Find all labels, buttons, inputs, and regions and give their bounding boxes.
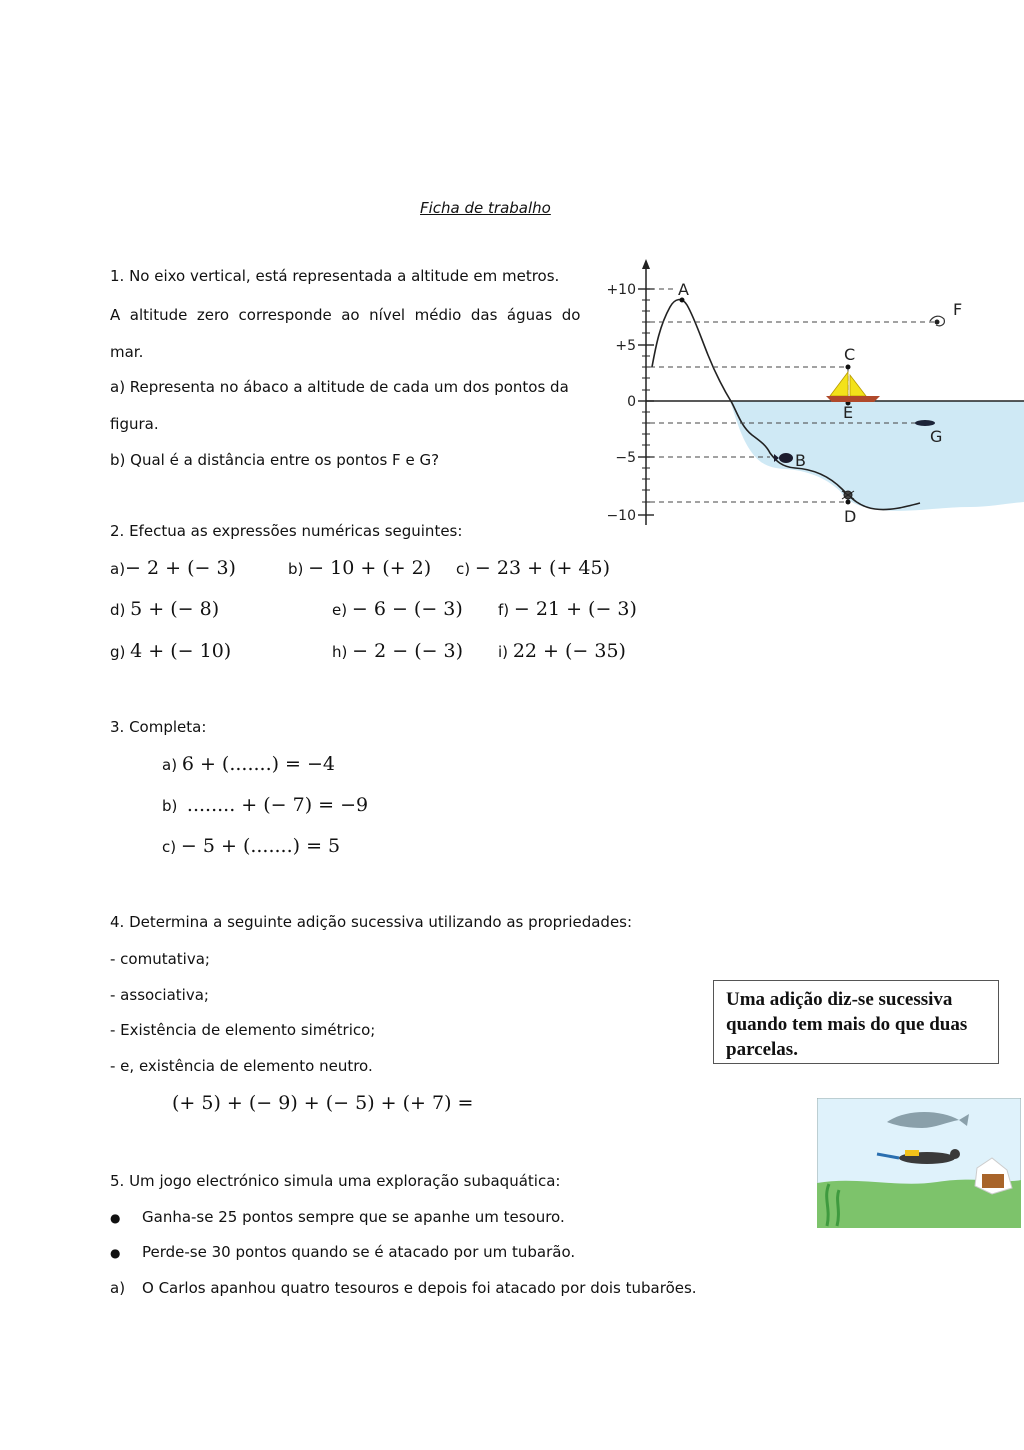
axis-arrow-icon xyxy=(642,259,650,269)
q3-item-b xyxy=(162,794,368,816)
item-expression: − 10 + (+ 2) xyxy=(308,557,432,579)
bullet-text: Ganha-se 25 pontos sempre que se apanhe um tesouro. xyxy=(142,1208,565,1226)
point-label-g: G xyxy=(930,427,943,446)
item-label: g) xyxy=(110,643,126,661)
sailboat-icon xyxy=(826,372,880,402)
shark-icon xyxy=(915,420,935,426)
item-label: i) xyxy=(498,643,509,661)
q5-intro: 5. Um jogo electrónico simula uma exploração subaquática: xyxy=(110,1172,561,1190)
item-label: a) xyxy=(110,1279,126,1297)
item-expression: ........ + (− 7) = −9 xyxy=(186,794,369,816)
q2-item-d xyxy=(110,598,219,620)
q1-line-3: mar. xyxy=(110,343,144,361)
item-label: c) xyxy=(456,560,471,578)
bullet-icon: ● xyxy=(110,1211,121,1225)
q1-b: b) Qual é a distância entre os pontos F e G? xyxy=(110,451,440,469)
q4-prop: - comutativa; xyxy=(110,950,210,968)
definition-note: Uma adição diz-se sucessiva quando tem mais do que duas parcelas. xyxy=(713,980,999,1064)
tick-label: −5 xyxy=(615,450,636,466)
item-label: b) xyxy=(162,797,178,815)
item-expression: − 6 − (− 3) xyxy=(351,598,463,620)
q4-intro: 4. Determina a seguinte adição sucessiva utilizando as propriedades: xyxy=(110,913,633,931)
item-expression: 22 + (− 35) xyxy=(512,640,626,662)
item-expression: − 21 + (− 3) xyxy=(513,598,637,620)
q5-a xyxy=(110,1279,697,1297)
q1-line-2: A altitude zero corresponde ao nível médio das águas do xyxy=(110,306,581,324)
item-label: a) xyxy=(162,756,178,774)
tick-label: +10 xyxy=(606,282,636,298)
q2-item-g xyxy=(110,640,231,662)
q2-item-b xyxy=(288,557,431,579)
q4-expression: (+ 5) + (− 9) + (− 5) + (+ 7) = xyxy=(172,1092,474,1114)
altitude-figure xyxy=(590,255,1024,530)
q2-intro: 2. Efectua as expressões numéricas seguintes: xyxy=(110,522,463,540)
q2-item-h xyxy=(332,640,463,662)
point-c xyxy=(846,365,851,370)
item-expression: 6 + (.......) = −4 xyxy=(181,753,336,775)
item-expression: − 23 + (+ 45) xyxy=(474,557,610,579)
item-label: d) xyxy=(110,601,126,619)
item-label: f) xyxy=(498,601,510,619)
item-label: h) xyxy=(332,643,348,661)
crab-icon xyxy=(842,491,854,499)
q2-item-c xyxy=(456,557,610,579)
item-expression: 4 + (− 10) xyxy=(130,640,232,662)
q1-a-line-2: figura. xyxy=(110,415,159,433)
q2-item-i xyxy=(498,640,626,662)
tick-label: 0 xyxy=(627,394,636,410)
item-expression: 5 + (− 8) xyxy=(130,598,220,620)
q4-prop: - Existência de elemento simétrico; xyxy=(110,1021,376,1039)
point-label-f: F xyxy=(953,300,963,319)
q5-bullet xyxy=(110,1208,565,1226)
item-text: O Carlos apanhou quatro tesouros e depois foi atacado por dois tubarões. xyxy=(142,1279,697,1297)
point-label-a: A xyxy=(678,280,689,299)
q1-a-line-1: a) Representa no ábaco a altitude de cada um dos pontos da xyxy=(110,378,569,396)
item-expression: − 2 + (− 3) xyxy=(125,557,236,579)
point-label-d: D xyxy=(844,507,857,526)
tick-label: −10 xyxy=(606,508,636,524)
page-title: Ficha de trabalho xyxy=(420,199,551,217)
item-label: c) xyxy=(162,838,177,856)
q4-prop: - associativa; xyxy=(110,986,209,1004)
q3-intro: 3. Completa: xyxy=(110,718,207,736)
item-label: a) xyxy=(110,560,126,578)
q2-item-f xyxy=(498,598,637,620)
item-expression: − 2 − (− 3) xyxy=(352,640,464,662)
q3-item-c xyxy=(162,835,340,857)
point-label-c: C xyxy=(844,345,856,364)
bullet-text: Perde-se 30 pontos quando se é atacado por um tubarão. xyxy=(142,1243,576,1261)
point-label-e: E xyxy=(843,403,854,422)
bird-icon xyxy=(930,316,944,326)
tick-label: +5 xyxy=(615,338,636,354)
point-label-b: B xyxy=(795,451,806,470)
game-illustration xyxy=(817,1098,1021,1228)
q4-prop: - e, existência de elemento neutro. xyxy=(110,1057,373,1075)
bullet-icon: ● xyxy=(110,1246,121,1260)
q3-item-a xyxy=(162,753,335,775)
q1-line-1: 1. No eixo vertical, está representada a altitude em metros. xyxy=(110,267,560,285)
q2-item-e xyxy=(332,598,463,620)
q2-item-a xyxy=(110,557,236,579)
item-label: b) xyxy=(288,560,304,578)
item-label: e) xyxy=(332,601,348,619)
item-expression: − 5 + (.......) = 5 xyxy=(180,835,341,857)
point-d xyxy=(846,500,851,505)
q5-bullet xyxy=(110,1243,576,1261)
